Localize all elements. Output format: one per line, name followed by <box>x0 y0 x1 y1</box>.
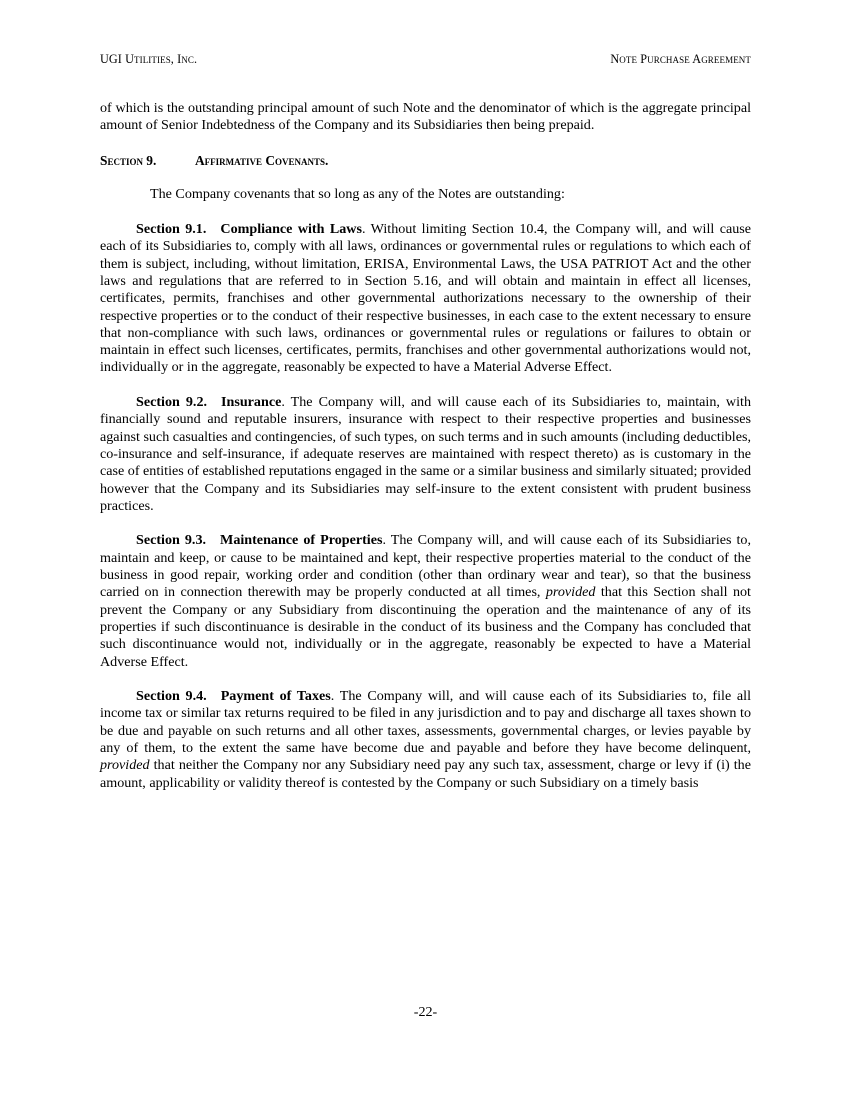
subsection-number: Section 9.1. <box>136 221 207 238</box>
intro-paragraph: The Company covenants that so long as any of the Notes are outstanding: <box>150 186 565 203</box>
subsection-number: Section 9.4. <box>136 688 207 705</box>
subsection-number: Section 9.3. <box>136 532 207 549</box>
subsection-9-1 <box>100 221 751 377</box>
section-heading <box>100 152 751 169</box>
subsection-text: . The Company will, and will cause each of its Subsidiaries to, maintain and keep, or cause to be maintained and kept, their respective properties material to the conduct of the business in good repair, working order and condition (other than ordinary wear and tear), so that the business carried on in connection therewith may be properly conducted at all times, <box>100 532 751 601</box>
continuation-paragraph: of which is the outstanding principal amount of such Note and the denominator of which is the aggregate principal amount of Senior Indebtedness of the Company and its Subsidiaries then being prepaid. <box>100 100 751 134</box>
subsection-title: Insurance <box>221 394 282 411</box>
subsection-text: . Without limiting Section 10.4, the Company will, and will cause each of its Subsidiaries to, comply with all laws, ordinances or governmental rules or regulations to which each of them is subject, including, without limitation, ERISA, Environmental Laws, the USA PATRIOT Act and the other laws and regulations that are referred to in Section 5.16, and will obtain and maintain in effect all licenses, certificates, permits, franchises and other governmental authorizations necessary to the ownership of their respective properties or to the conduct of their respective businesses, in each case to the extent necessary to ensure that non-compliance with such laws, ordinances or governmental rules or regulations or failures to obtain or maintain in effect such licenses, certificates, permits, franchises and other governmental authorizations would not, individually or in the aggregate, reasonably be expected to have a Material Adverse Effect. <box>100 221 751 376</box>
document-body <box>100 100 751 792</box>
subsection-text: . The Company will, and will cause each of its Subsidiaries to, maintain, with financially sound and reputable insurers, insurance with respect to their respective properties and businesses against such casualties and contingencies, of such types, on such terms and in such amounts (including deductibles, co-insurance and self-insurance, if adequate reserves are maintained with respect thereto) as is customary in the case of entities of established reputations engaged in the same or a similar business and similarly situated; provided however that the Company and its Subsidiaries may self-insure to the extent consistent with prudent business practices. <box>100 394 751 514</box>
header-document-title: Note Purchase Agreement <box>610 52 751 66</box>
subsection-italic-term: provided <box>545 584 596 601</box>
subsection-9-4 <box>100 688 751 792</box>
subsection-title: Maintenance of Properties <box>220 532 383 549</box>
subsection-9-3 <box>100 532 751 670</box>
section-number: Section 9. <box>100 152 157 168</box>
subsection-text: . The Company will, and will cause each of its Subsidiaries to, file all income tax or similar tax returns required to be filed in any jurisdiction and to pay and discharge all taxes shown to be due and payable on such returns and all other taxes, assessments, governmental charges, or levies payable by any of them, to the extent the same have become due and payable and before they have become delinquent, <box>100 688 751 756</box>
subsection-number: Section 9.2. <box>136 394 208 411</box>
subsection-title: Compliance with Laws <box>220 221 362 238</box>
section-title: Affirmative Covenants. <box>195 152 329 168</box>
subsection-text-continued: that neither the Company nor any Subsidiary need pay any such tax, assessment, charge or levy if (i) the amount, applicability or validity thereof is contested by the Company or such Subsidiary on a timely basis <box>100 757 751 791</box>
subsection-9-2 <box>100 394 751 515</box>
page-number: -22- <box>413 1004 438 1020</box>
subsection-italic-term: provided <box>100 757 150 774</box>
running-header <box>100 52 751 67</box>
subsection-text-continued: that this Section shall not prevent the Company or any Subsidiary from discontinuing the operation and the maintenance of any of its properties if such discontinuance is desirable in the conduct of its business and the Company has concluded that such discontinuance would not, individually or in the aggregate, reasonably be expected to have a Material Adverse Effect. <box>100 584 751 670</box>
subsection-title: Payment of Taxes <box>220 688 331 705</box>
header-company-name: UGI Utilities, Inc. <box>100 52 198 66</box>
